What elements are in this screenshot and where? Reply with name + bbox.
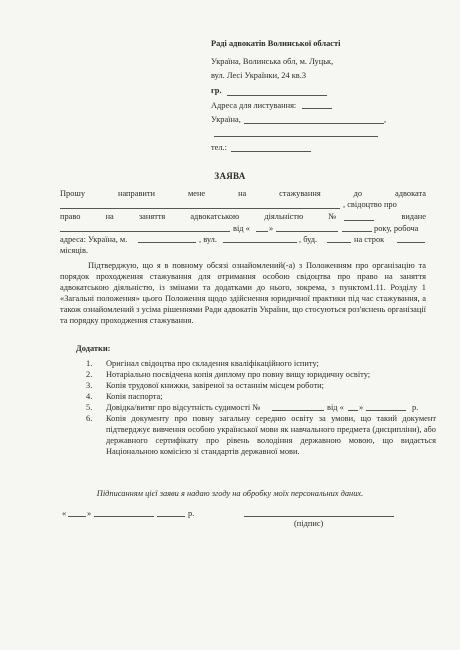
confirmation-paragraph: Підтверджую, що я в повному обсязі ознайомлений(-а) з Положенням про організацію та порядок проходження стажування для отримання особою свідоцтва про право на заняття адвокатською діяльністю, із змінами та додатками до нього, зокрема, з пунктом1.11. Розділу 1 «Загальні положення» цього Положення щодо здійснення юридичної практики під час стажування, а також ознайомлений з усіма рішеннями Ради адвокатів України, що стосуються роз'яснень організації та порядку проходження стажування. (60, 261, 426, 325)
country-field-label: Україна, (211, 115, 241, 124)
record-day-field[interactable] (348, 410, 358, 411)
attachment-number: 6. (86, 414, 93, 423)
attachment-number: 5. (86, 403, 93, 412)
attachment-item: Копія трудової книжки, завіреної за останнім місцем роботи; (106, 381, 324, 390)
citizen-label: гр. (211, 86, 222, 95)
certificate-year-field[interactable] (342, 231, 372, 232)
work-city-field[interactable] (138, 242, 196, 243)
addressee-country-line: Україна, Волинська обл, м. Луцьк, (211, 57, 334, 66)
attachment-item: Нотаріально посвідчена копія диплому про повну вищу юридичну освіту; (106, 370, 371, 379)
work-street-field[interactable] (223, 242, 297, 243)
request-line-3: право на заняття адвокатською діяльністю № видане (60, 212, 426, 221)
attachment-item: Копія паспорта; (106, 392, 163, 401)
work-building-field[interactable] (327, 242, 351, 243)
consent-statement: Підписанням цієї заяви я надаю згоду на обробку моїх персональних даних. (96, 489, 364, 498)
signature-year-field[interactable] (157, 516, 185, 517)
addressee: Раді адвокатів Волинської області (211, 39, 341, 48)
record-month-field[interactable] (366, 410, 406, 411)
certificate-issuer-field[interactable] (60, 231, 230, 232)
months-label: місяців. (60, 246, 89, 255)
advocate-name-field[interactable] (60, 208, 340, 209)
document-title: ЗАЯВА (214, 171, 246, 181)
addressee-street-line: вул. Лесі Українки, 24 кв.3 (211, 71, 307, 80)
application-page: Раді адвокатів Волинської області Україна, Волинська обл, м. Луцьк, вул. Лесі Українки, 24 кв.3 гр. Адреса для листування: Україна, , тел.: ЗАЯВА Прошу направити мене на стажування до адвоката , свідоцтво про право на заняття адвокатською діяльністю № видане від « » року, робоча адреса: Україна, м. , вул. , буд. на строк місяців. Підтверджую, що я в повному обсязі ознайомлений(-а) з Положенням про організацію та порядок проходження стажування для отримання особою свідоцтва про право на заняття адвокатською діяльністю, із змінами та додатками до нього, зокрема, з пунктом1.11. Розділу 1 «Загальні положення» цього Положення щодо здійснення юридичної практики під час стажування, а також ознайомлений з усіма рішеннями Ради адвокатів України, що стосуються роз'яснень організації та порядку проходження стажування. Додатки: 1. Оригінал свідоцтва про складення кваліфікаційного іспиту; 2. Нотаріально посвідчена копія диплому про повну вищу юридичну освіту; 3. Копія трудової книжки, завіреної за останнім місцем роботи; 4. Копія паспорта; 5. Довідка/витяг про відсутність судимості № від « » р. 6. Копія документу про повну загальну середню освіту за умови, що такий документ підтверджує вивчення особою української мови як навчального предмета (дисципліни), або державного сертифікату про рівень володіння державною мовою, що видається Національною комісією зі стандартів державної мови. Підписанням цієї заяви я надаю згоду на обробку моїх персональних даних. « » р. (підпис) (0, 0, 460, 650)
attachment-item: Оригінал свідоцтва про складення кваліфікаційного іспиту; (106, 359, 319, 368)
attachment-item: Довідка/витяг про відсутність судимості № (106, 403, 261, 412)
attachments-heading: Додатки: (76, 344, 111, 353)
mail-address-label: Адреса для листування: (211, 101, 297, 110)
citizen-name-field[interactable] (227, 95, 327, 96)
attachment-number: 1. (86, 359, 93, 368)
year-label: року, робоча (374, 224, 419, 233)
request-line-1: Прошу направити мене на стажування до адвоката (60, 189, 426, 198)
attachment-number: 3. (86, 381, 93, 390)
phone-label: тел.: (211, 143, 227, 152)
mail-country-field[interactable] (244, 123, 384, 124)
certificate-month-field[interactable] (276, 231, 338, 232)
signature-label: (підпис) (294, 519, 324, 528)
term-label: на строк (354, 235, 385, 244)
attachment-item: Копія документу про повну загальну середню освіту за умови, що такий документ підтверджує вивчення особою української мови як навчального предмета (дисципліни), або державного сертифікату про рівень володіння державною мовою, що видається Національною комісією зі стандартів державної мови. (106, 414, 436, 456)
certificate-suffix: , свідоцтво про (343, 200, 397, 209)
work-address-label: адреса: Україна, м. (60, 235, 128, 244)
signature-day-field[interactable] (68, 516, 86, 517)
certificate-number-field[interactable] (344, 220, 374, 221)
attachment-number: 4. (86, 392, 93, 401)
signature-field[interactable] (244, 516, 394, 517)
phone-field[interactable] (231, 151, 311, 152)
term-field[interactable] (397, 242, 425, 243)
certificate-day-field[interactable] (256, 231, 268, 232)
from-label: від « (233, 224, 250, 233)
attachment-number: 2. (86, 370, 93, 379)
record-number-field[interactable] (272, 410, 324, 411)
signature-month-field[interactable] (94, 516, 154, 517)
mail-address-field[interactable] (302, 108, 332, 109)
mail-address-line-2[interactable] (214, 136, 378, 137)
